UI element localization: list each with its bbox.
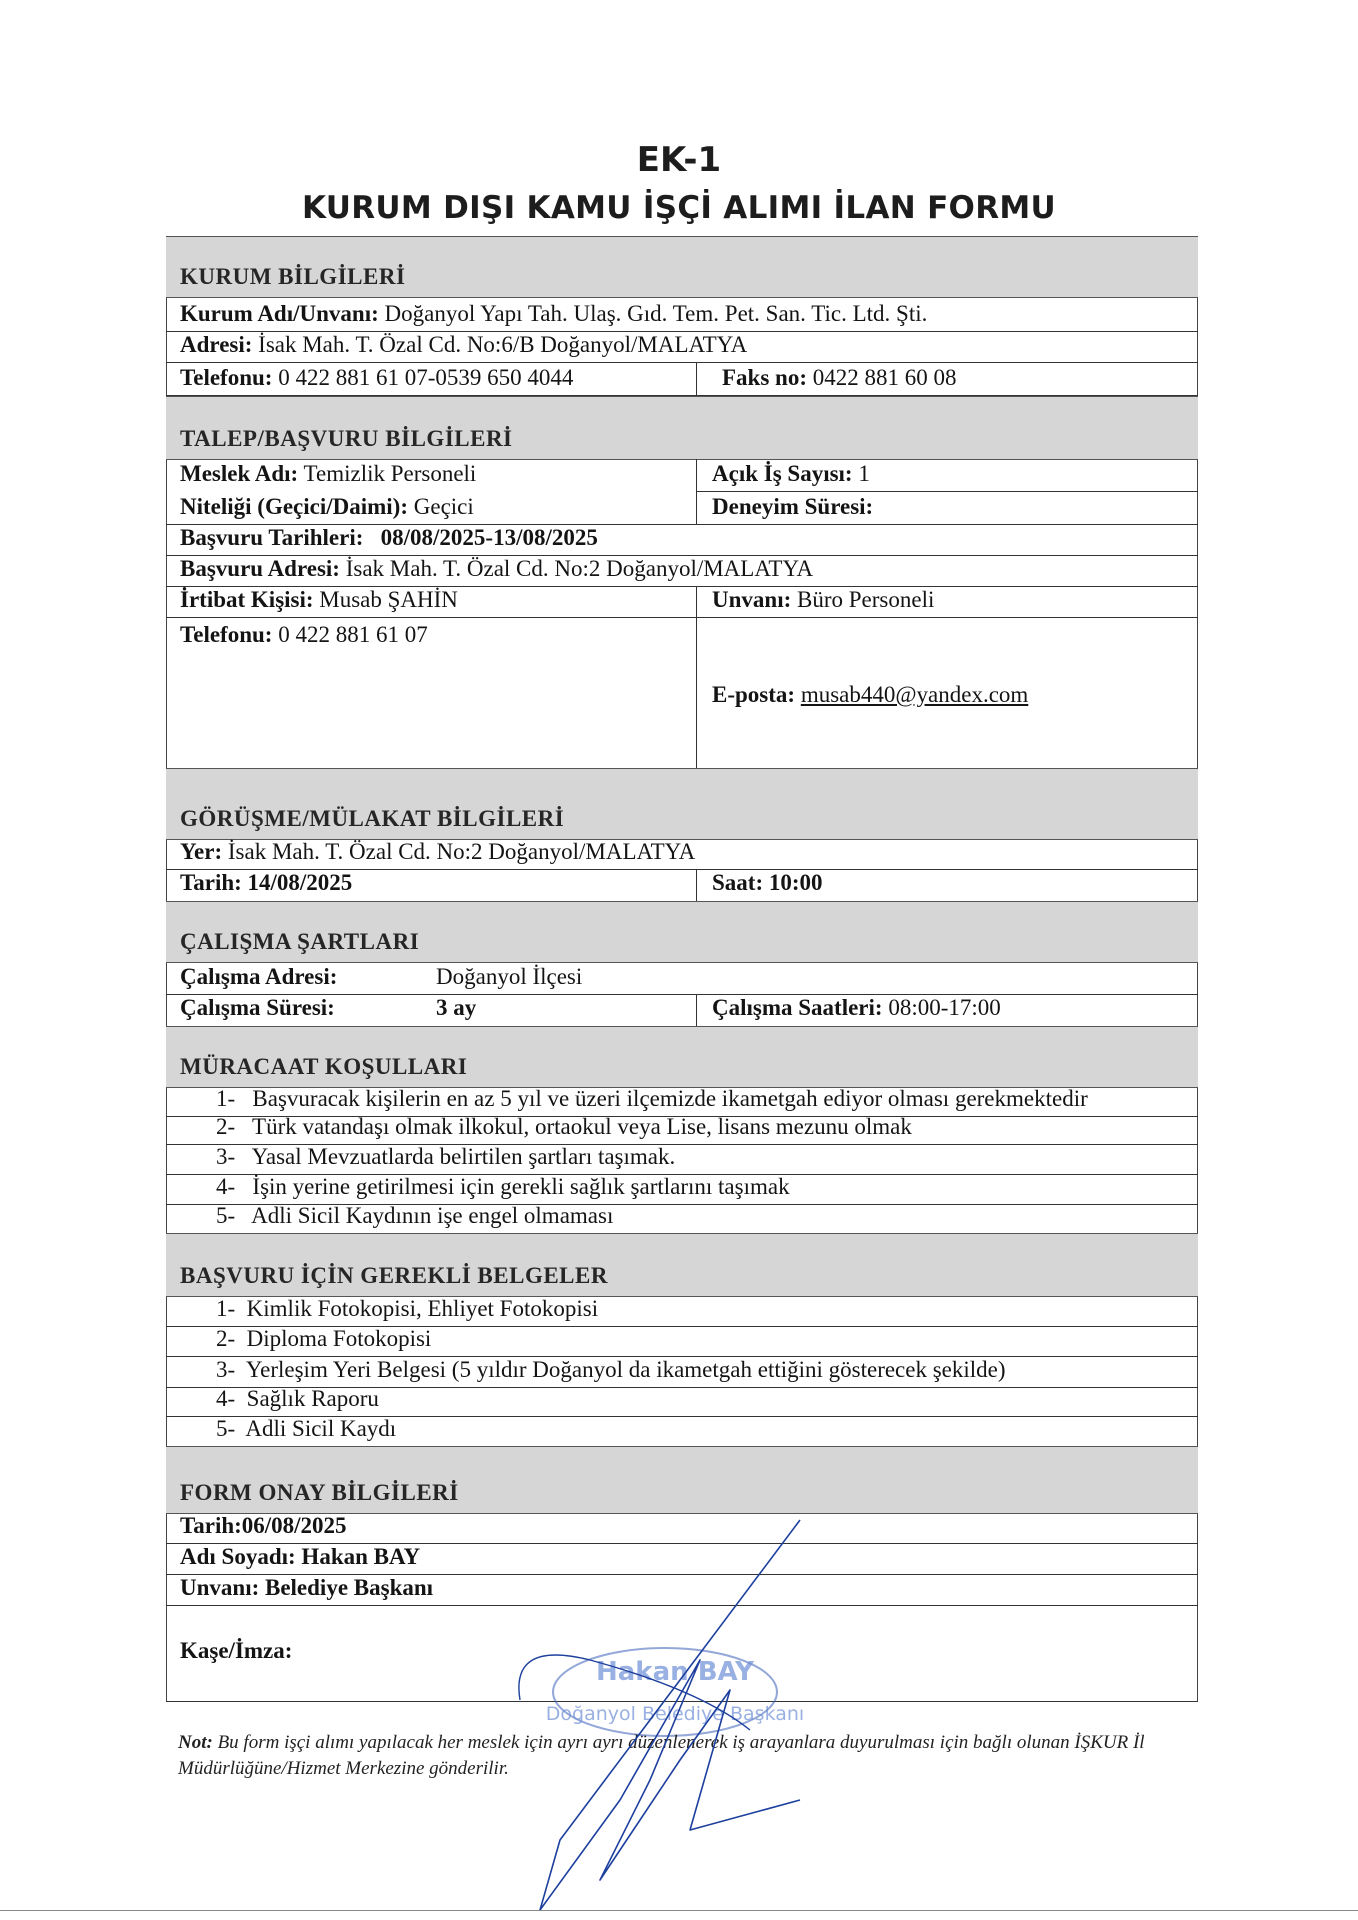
list-item-number: 2- (216, 1326, 236, 1351)
form-title: KURUM DIŞI KAMU İŞÇİ ALIMI İLAN FORMU (301, 190, 1056, 226)
list-item-text: Başvuracak kişilerin en az 5 yıl ve üzeri ilçemizde ikametgah ediyor olması gerekmektedir (252, 1086, 1088, 1111)
list-item (166, 1417, 1198, 1446)
list-item-text: Türk vatandaşı olmak ilkokul, ortaokul veya Lise, lisans mezunu olmak (252, 1114, 912, 1139)
list-item-number: 5- (216, 1203, 236, 1228)
footnote-label: Not: (178, 1732, 213, 1753)
onay-ad-soyad: Adı Soyadı: Hakan BAY (180, 1544, 421, 1569)
list-item-text: Sağlık Raporu (246, 1386, 379, 1411)
calisma-sure-value: 3 ay (436, 995, 477, 1020)
unvan-label: Unvanı: (712, 587, 792, 612)
list-item-number: 4- (216, 1386, 236, 1411)
meslek-label: Meslek Adı: (180, 461, 299, 486)
eposta-label: E-posta: (712, 682, 796, 707)
section-muracaat-title: MÜRACAAT KOŞULLARI (180, 1054, 468, 1079)
unvan-value: Büro Personeli (797, 587, 935, 612)
list-item-number: 1- (216, 1296, 236, 1321)
section-onay-title: FORM ONAY BİLGİLERİ (180, 1480, 459, 1505)
iletisim-telefon-value: 0 422 881 61 07 (278, 622, 428, 647)
list-item-number: 5- (216, 1416, 236, 1441)
calisma-sure-label: Çalışma Süresi: (180, 995, 335, 1020)
list-item-text: Adli Sicil Kaydının işe engel olmaması (251, 1203, 614, 1228)
calisma-saatleri-label: Çalışma Saatleri: (712, 995, 883, 1020)
nitelik-label: Niteliği (Geçici/Daimi): (180, 494, 409, 519)
row-basvuru-tarih (166, 525, 1198, 556)
divider (696, 870, 697, 901)
stamp-name: Hakan BAY (596, 1657, 754, 1687)
gorusme-tarih-value: 14/08/2025 (247, 870, 353, 895)
kurum-telefon-value: 0 422 881 61 07-0539 650 4044 (278, 365, 574, 390)
row-basvuru-adres (166, 556, 1198, 587)
acik-is-label: Açık İş Sayısı: (712, 461, 853, 486)
onay-unvan: Unvanı: Belediye Başkanı (180, 1575, 434, 1600)
page-edge (0, 1910, 1358, 1911)
irtibat-value: Musab ŞAHİN (319, 587, 458, 612)
row-gorusme-tarih (166, 870, 1198, 900)
section-calisma-header (166, 901, 1198, 963)
kurum-adres-value: İsak Mah. T. Özal Cd. No:6/B Doğanyol/MALATYA (258, 332, 748, 357)
divider (696, 995, 697, 1026)
calisma-adres-label: Çalışma Adresi: (180, 964, 338, 989)
row-calisma-sure (166, 995, 1198, 1025)
row-iletisim (166, 618, 1198, 768)
section-talep-title: TALEP/BAŞVURU BİLGİLERİ (180, 426, 513, 451)
row-kurum-adres (166, 332, 1198, 363)
acik-is-value: 1 (858, 461, 870, 486)
basvuru-tarih-label: Başvuru Tarihleri: (180, 525, 364, 550)
list-item (166, 1114, 1198, 1145)
calisma-saatleri-value: 08:00-17:00 (888, 995, 1001, 1020)
kurum-adi-value: Doğanyol Yapı Tah. Ulaş. Gıd. Tem. Pet. San. Tic. Ltd. Şti. (384, 301, 928, 326)
list-item-text: Diploma Fotokopisi (246, 1326, 432, 1351)
stamp-title: Doğanyol Belediye Başkanı (545, 1703, 805, 1725)
section-kurum-title: KURUM BİLGİLERİ (180, 264, 406, 289)
gorusme-yer-label: Yer: (180, 839, 223, 864)
divider (696, 491, 1198, 492)
list-item-number: 2- (216, 1114, 236, 1139)
section-gorusme-header (166, 768, 1198, 840)
basvuru-adres-label: Başvuru Adresi: (180, 556, 340, 581)
row-kurum-telefon (166, 363, 1198, 396)
row-kurum-adi (166, 297, 1198, 332)
signature-stroke (519, 1655, 750, 1730)
section-calisma-title: ÇALIŞMA ŞARTLARI (180, 929, 420, 954)
basvuru-adres-value: İsak Mah. T. Özal Cd. No:2 Doğanyol/MALATYA (345, 556, 814, 581)
kurum-adi-label: Kurum Adı/Unvanı: (180, 301, 379, 326)
eposta-value[interactable]: musab440@yandex.com (800, 682, 1029, 707)
irtibat-label: İrtibat Kişisi: (180, 587, 314, 612)
list-item (166, 1327, 1198, 1357)
signature (500, 1500, 820, 1920)
gorusme-saat-value: 10:00 (768, 870, 823, 895)
signature-stroke (540, 1520, 800, 1910)
list-item-text: Adli Sicil Kaydı (245, 1416, 397, 1441)
divider (696, 459, 697, 525)
list-item-number: 1- (216, 1086, 236, 1111)
divider (696, 587, 697, 768)
list-item-number: 3- (216, 1144, 236, 1169)
row-gorusme-yer (166, 839, 1198, 870)
basvuru-tarih-value: 08/08/2025-13/08/2025 (380, 525, 598, 550)
section-kurum-header (166, 236, 1198, 298)
list-item-number: 3- (216, 1357, 236, 1382)
gorusme-saat-label: Saat: (712, 870, 764, 895)
kurum-telefon-label: Telefonu: (180, 365, 273, 390)
row-nitelik (166, 492, 1198, 525)
kurum-adres-label: Adresi: (180, 332, 253, 357)
kurum-faks-label: Faks no: (722, 365, 807, 390)
list-item (166, 1296, 1198, 1327)
section-belgeler-title: BAŞVURU İÇİN GEREKLİ BELGELER (180, 1263, 608, 1288)
gorusme-yer-value: İsak Mah. T. Özal Cd. No:2 Doğanyol/MALATYA (227, 839, 696, 864)
row-meslek (166, 459, 1198, 491)
onay-tarih: Tarih:06/08/2025 (180, 1513, 347, 1538)
calisma-adres-value: Doğanyol İlçesi (436, 964, 583, 989)
gorusme-tarih-label: Tarih: (180, 870, 242, 895)
deneyim-label: Deneyim Süresi: (712, 494, 874, 519)
list-item-text: Yasal Mevzuatlarda belirtilen şartları taşımak. (251, 1144, 676, 1169)
iletisim-telefon-label: Telefonu: (180, 622, 273, 647)
section-talep-header (166, 396, 1198, 460)
list-item (166, 1205, 1198, 1233)
row-calisma-adres (166, 962, 1198, 995)
list-item-text: Yerleşim Yeri Belgesi (5 yıldır Doğanyol da ikametgah ettiğini gösterecek şekilde) (245, 1357, 1006, 1382)
kurum-faks-value: 0422 881 60 08 (812, 365, 957, 390)
meslek-value: Temizlik Personeli (303, 461, 477, 486)
kase-imza-label: Kaşe/İmza: (180, 1638, 293, 1663)
list-item-number: 4- (216, 1174, 236, 1199)
section-belgeler-header (166, 1233, 1198, 1297)
nitelik-value: Geçici (413, 494, 474, 519)
list-item-text: Kimlik Fotokopisi, Ehliyet Fotokopisi (246, 1296, 599, 1321)
list-item (166, 1388, 1198, 1417)
footnote-text: Bu form işçi alımı yapılacak her meslek için ayrı ayrı düzenlenerek iş arayanlara duyurulması için bağlı olunan İŞKUR İl Müdürlüğüne/Hizmet Merkezine gönderilir. (178, 1732, 1145, 1779)
divider (696, 363, 697, 396)
list-item-text: İşin yerine getirilmesi için gerekli sağlık şartlarını taşımak (252, 1174, 790, 1199)
list-item (166, 1145, 1198, 1175)
section-gorusme-title: GÖRÜŞME/MÜLAKAT BİLGİLERİ (180, 806, 565, 831)
annex-label: EK-1 (636, 140, 722, 180)
row-irtibat (166, 587, 1198, 618)
section-muracaat-header (166, 1026, 1198, 1088)
